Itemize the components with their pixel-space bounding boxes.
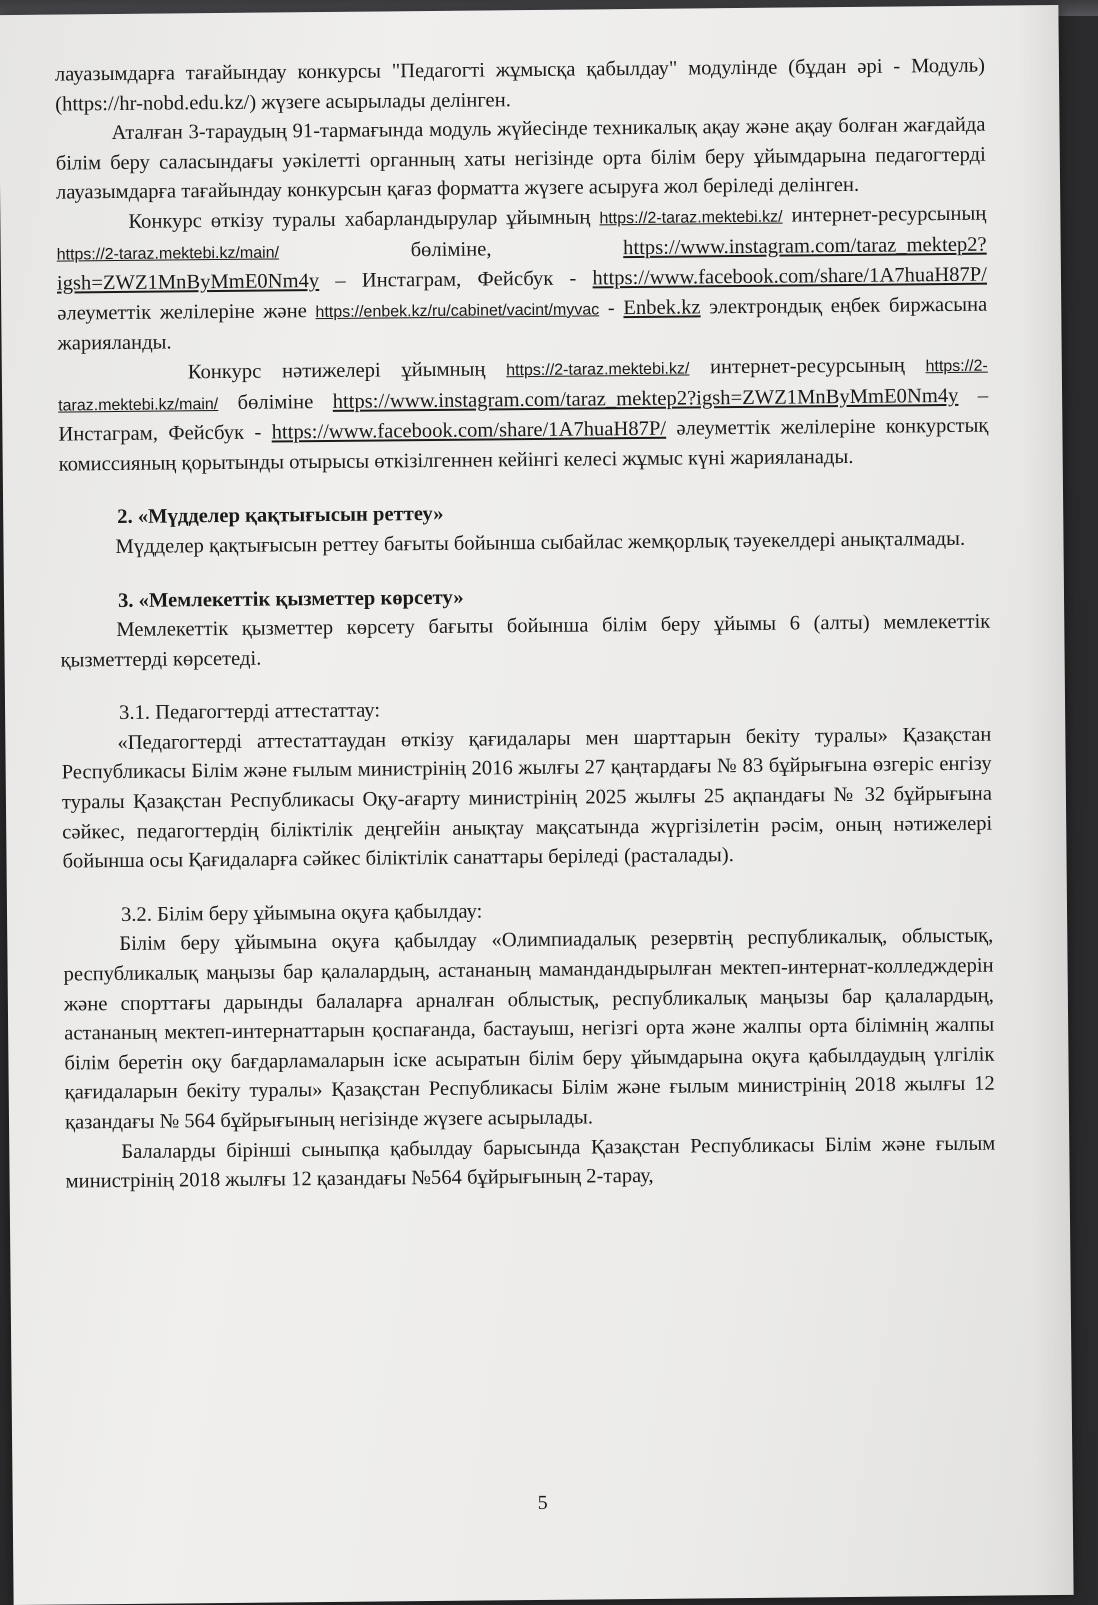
section-2-heading: 2. «Мүдделер қақтығысын реттеу» bbox=[117, 503, 444, 529]
page-number: 5 bbox=[537, 1491, 548, 1515]
subsection-3-1-heading: 3.1. Педагогтерді аттестаттау: bbox=[118, 699, 381, 725]
results-text-2: интернет-ресурсының bbox=[689, 354, 926, 379]
paragraph-results bbox=[58, 351, 989, 480]
section-3-heading: 3. «Мемлекеттік қызметтер көрсету» bbox=[117, 586, 464, 612]
page-content bbox=[55, 52, 996, 1198]
results-text-3: бөліміне bbox=[218, 390, 333, 414]
paragraph-modul: лауазымдарға тағайындау конкурсы "Педагогті жұмысқа қабылдау" модулінде (бұдан әрі - Модуль) (https://hr-nobd.edu.kz/) жүзеге асырылады делінген. bbox=[54, 54, 986, 116]
announce-text-5: әлеуметтік желілеріне және bbox=[57, 299, 316, 325]
link-facebook[interactable]: https://www.facebook.com/share/1A7huaH87P/ bbox=[592, 263, 988, 290]
section-3-text: Мемлекеттік қызметтер көрсету бағыты бойынша білім беру ұйымы 6 (алты) мемлекеттік қызметтерді көрсетеді. bbox=[60, 610, 991, 672]
announce-text-6: - bbox=[599, 296, 624, 320]
link-enbek[interactable]: Enbek.kz bbox=[623, 296, 701, 319]
announce-text-4: – Инстаграм, Фейсбук - bbox=[319, 267, 593, 293]
results-text-4: – Инстаграм, Фейсбук - bbox=[58, 384, 989, 446]
link-results-instagram[interactable]: https://www.instagram.com/taraz_mektep2?igsh=ZWZ1MnByMmE0Nm4y bbox=[332, 384, 959, 413]
page-shadow bbox=[1018, 5, 1073, 1595]
results-text-5: әлеуметтік желілеріне конкурстық комиссияның қорытынды отырысы өткізілгеннен кейінгі келесі жұмыс күні жарияланады. bbox=[58, 414, 989, 476]
link-results-facebook[interactable]: https://www.facebook.com/share/1A7huaH87P/ bbox=[271, 417, 667, 444]
link-instagram[interactable]: https://www.instagram.com/taraz_mektep2?igsh=ZWZ1MnByMmE0Nm4y bbox=[56, 233, 987, 295]
announce-text-1: Конкурс өткізу туралы хабарландырулар ұйымның bbox=[128, 206, 600, 233]
link-results-site[interactable]: https://2-taraz.mektebi.kz/ bbox=[506, 360, 690, 380]
announce-text-3: бөліміне, bbox=[278, 236, 624, 263]
subsection-3-2-heading: 3.2. Білім беру ұйымына оқуға қабылдау: bbox=[120, 900, 483, 926]
subsection-3-2-text: Білім беру ұйымына оқуға қабылдау «Олимпиадалық резервтің республикалық, облыстық, республикалық маңызы бар қалалардың, астананың мамандандырылған мектеп-интернат-колледждерін және спорттағы дарынды балаларға арналған облыстық, республикалық маңызы бар қалалардың, астананың мектеп-интернаттарын қоспағанда, бастауыш, негізгі орта және жалпы орта білімнің жалпы білім беретін оқу бағдарламаларын іске асыратын білім беру ұйымдарына оқуға қабылдаудың үлгілік қағидаларын бекіту туралы» Қазақстан Республикасы Білім және ғылым министрінің 2018 жылғы 12 қазандағы № 564 бұйрығының негізінде жүзеге асырылады. bbox=[63, 925, 995, 1134]
announce-text-7: электрондық еңбек биржасына жарияланды. bbox=[57, 293, 988, 355]
results-text-1: Конкурс нәтижелері ұйымның bbox=[187, 358, 507, 384]
subsection-3-1-text: «Педагогтерді аттестаттаудан өткізу қағидалары мен шарттарын бекіту туралы» Қазақстан Республикасы Білім және ғылым министрінің 2016 жылғы 27 қаңтардағы № 83 бұйрығына өзгеріс енгізу туралы Қазақстан Республикасы Оқу-ағарту министрінің 2025 жылғы 25 ақпандағы № 32 бұйрығына сәйкес, педагогтердің біліктілік деңгейін анықтау мақсатында жүргізілетін рәсім, оның нәтижелері бойынша осы Қағидаларға сәйкес біліктілік санаттары беріледі (расталады). bbox=[61, 723, 993, 873]
link-school-site[interactable]: https://2-taraz.mektebi.kz/ bbox=[599, 208, 783, 228]
paragraph-announcement bbox=[56, 200, 987, 360]
link-enbek-cabinet[interactable]: https://enbek.kz/ru/cabinet/vacint/myvac bbox=[315, 301, 600, 321]
link-school-main[interactable]: https://2-taraz.mektebi.kz/main/ bbox=[56, 244, 280, 264]
subsection-3-2-text-2: Балаларды бірінші сыныпқа қабылдау барысында Қазақстан Республикасы Білім және ғылым министрінің 2018 жылғы 12 қазандағы №564 бұйрығының 2-тарау, bbox=[65, 1132, 996, 1193]
link-results-main[interactable]: https://2-taraz.mektebi.kz/main/ bbox=[58, 357, 988, 415]
paragraph-technical-fault: Аталған 3-тараудың 91-тармағында модуль жүйесінде техникалық ақау және ақау болған жағдайда білім беру саласындағы уәкілетті органның хаты негізінде орта білім беру ұйымдарына педагогтерді лауазымдарға тағайындау конкурсын қағаз форматта жүзеге асыруға жол беріледі делінген. bbox=[55, 113, 986, 204]
document-page bbox=[0, 5, 1074, 1605]
section-2-text: Мүдделер қақтығысын реттеу бағыты бойынша сыбайлас жемқорлық тәуекелдері анықталмады. bbox=[115, 527, 966, 558]
announce-text-2: интернет-ресурсының bbox=[782, 202, 987, 227]
